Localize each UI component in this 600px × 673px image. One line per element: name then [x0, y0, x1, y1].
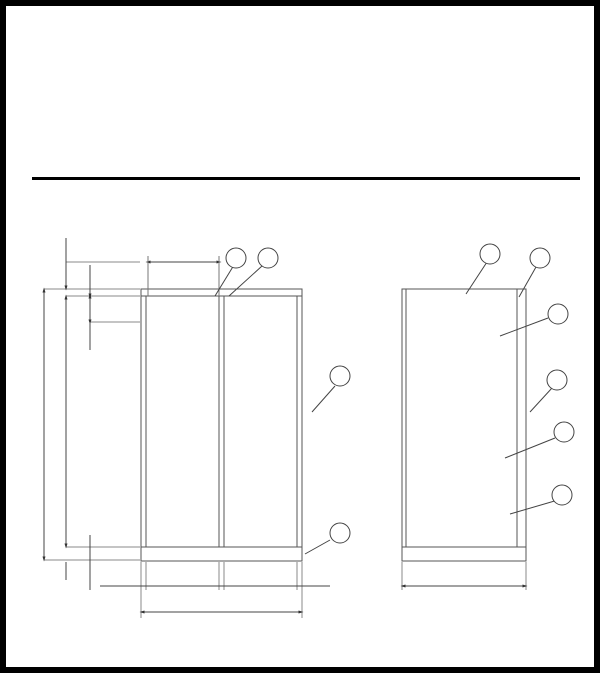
callout-circle-10	[548, 304, 568, 324]
callout-circle-1	[480, 244, 500, 264]
leader-7	[505, 438, 555, 458]
leader-6	[519, 267, 536, 297]
cabinet-outline	[141, 289, 302, 561]
front-callouts	[226, 248, 350, 543]
leader-8	[215, 265, 234, 296]
leader-5	[229, 266, 262, 296]
callout-circle-2	[330, 523, 350, 543]
leader-3	[312, 386, 335, 412]
callout-circle-7	[554, 422, 574, 442]
side-outline	[402, 289, 526, 561]
callout-circle-8	[226, 248, 246, 268]
leader-2	[305, 540, 330, 554]
front-view	[44, 238, 335, 618]
callout-circle-9	[552, 485, 572, 505]
leader-10	[500, 318, 548, 336]
callout-circle-6	[530, 248, 550, 268]
side-view	[402, 262, 558, 590]
callout-circle-3	[330, 366, 350, 386]
callout-circle-5	[258, 248, 278, 268]
callout-circle-4	[547, 370, 567, 390]
leader-4	[530, 388, 552, 412]
